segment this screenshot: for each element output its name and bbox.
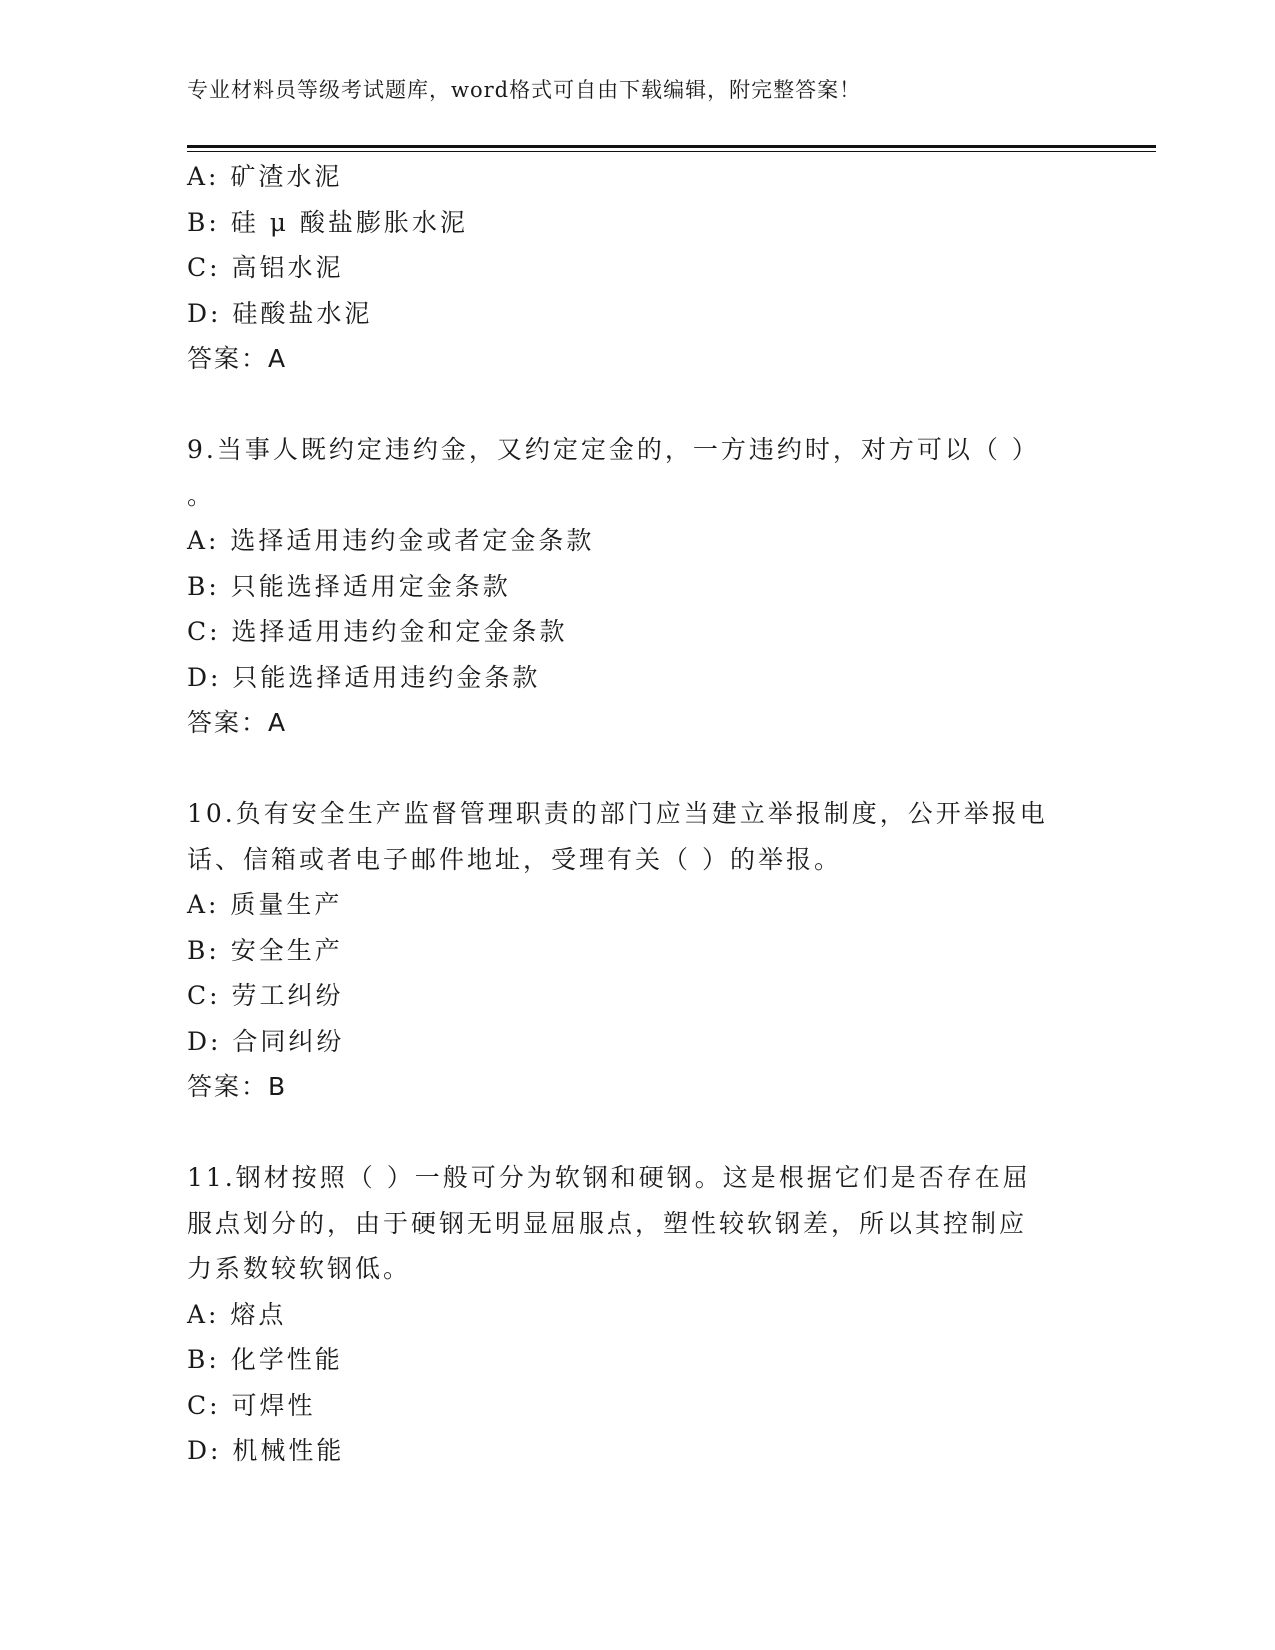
option-a: A: 熔点 bbox=[187, 1299, 287, 1329]
option-b: B: 只能选择适用定金条款 bbox=[187, 571, 511, 601]
option-c: C: 劳工纠纷 bbox=[187, 981, 344, 1010]
header-rule-thin bbox=[187, 151, 1156, 152]
spacer bbox=[187, 382, 1087, 428]
option-c: C: 可焊性 bbox=[187, 1390, 316, 1420]
answer: 答案：A bbox=[187, 344, 288, 373]
answer: 答案：B bbox=[187, 1072, 288, 1101]
question-10 bbox=[187, 791, 1087, 1110]
option-a: A: 矿渣水泥 bbox=[187, 162, 343, 191]
question-text-line: 9.当事人既约定违约金，又约定定金的，一方违约时，对方可以（ ） bbox=[187, 435, 1040, 464]
question-text-line: 话、信箱或者电子邮件地址，受理有关（ ）的举报。 bbox=[187, 844, 842, 874]
spacer bbox=[187, 1110, 1087, 1156]
question-text-line: 11.钢材按照（ ）一般可分为软钢和硬钢。这是根据它们是否存在屈 bbox=[187, 1163, 1031, 1192]
option-b: B: 化学性能 bbox=[187, 1345, 343, 1374]
option-c: C: 选择适用违约金和定金条款 bbox=[187, 617, 568, 646]
option-c: C: 高铝水泥 bbox=[187, 253, 344, 282]
option-a: A: 选择适用违约金或者定金条款 bbox=[187, 526, 595, 555]
question-8 bbox=[187, 154, 1087, 382]
question-list bbox=[187, 154, 1087, 1474]
question-11 bbox=[187, 1155, 1087, 1474]
header-rule-thick bbox=[187, 145, 1156, 148]
question-text-line: 力系数较软钢低。 bbox=[187, 1254, 412, 1283]
option-b: B: 硅 μ 酸盐膨胀水泥 bbox=[187, 207, 468, 237]
question-text-line: 10.负有安全生产监督管理职责的部门应当建立举报制度，公开举报电 bbox=[187, 799, 1048, 828]
answer: 答案：A bbox=[187, 708, 288, 737]
option-b: B: 安全生产 bbox=[187, 935, 343, 965]
option-d: D: 机械性能 bbox=[187, 1436, 345, 1465]
option-d: D: 硅酸盐水泥 bbox=[187, 298, 373, 328]
question-9 bbox=[187, 427, 1087, 746]
option-d: D: 只能选择适用违约金条款 bbox=[187, 662, 541, 692]
option-d: D: 合同纠纷 bbox=[187, 1026, 345, 1056]
question-text-line: 服点划分的，由于硬钢无明显屈服点，塑性较软钢差，所以其控制应 bbox=[187, 1208, 1028, 1238]
question-text-line: 。 bbox=[187, 480, 216, 510]
page-header: 专业材料员等级考试题库，word格式可自由下载编辑，附完整答案！ bbox=[187, 78, 862, 102]
option-a: A: 质量生产 bbox=[187, 890, 343, 919]
spacer bbox=[187, 746, 1087, 792]
